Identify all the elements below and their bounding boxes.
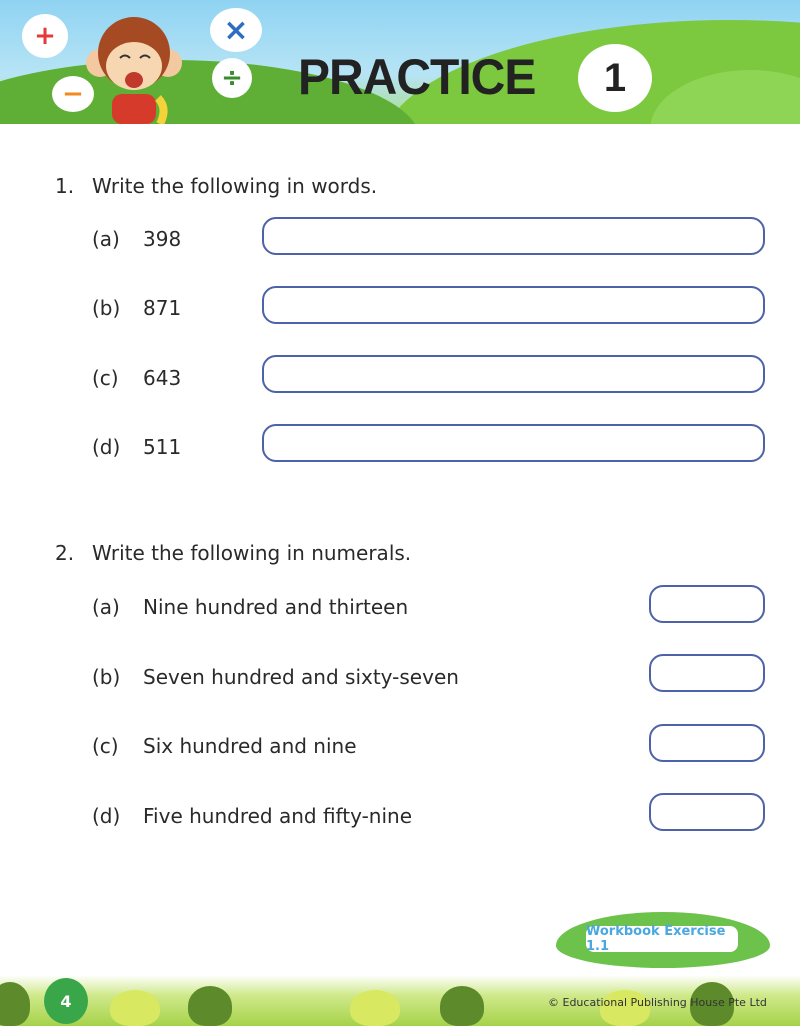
tree-icon: [0, 982, 30, 1026]
item-value: Six hundred and nine: [143, 734, 357, 758]
answer-box[interactable]: [649, 793, 765, 831]
tree-icon: [188, 986, 232, 1026]
answer-box[interactable]: [649, 724, 765, 762]
monkey-mascot-icon: [70, 8, 190, 124]
page-number: 4: [44, 978, 88, 1024]
plus-icon: +: [22, 14, 68, 58]
item-value: Nine hundred and thirteen: [143, 595, 409, 619]
question-number: 1.: [55, 174, 75, 198]
practice-number: 1: [578, 44, 652, 112]
item-value: 398: [143, 227, 182, 251]
item-value: 871: [143, 296, 182, 320]
question-prompt: Write the following in words.: [92, 174, 378, 198]
tree-icon: [440, 986, 484, 1026]
answer-box[interactable]: [262, 217, 765, 255]
minus-icon: −: [52, 76, 94, 112]
page-title: PRACTICE: [298, 49, 536, 106]
item-label: (b): [92, 296, 121, 320]
answer-box[interactable]: [649, 585, 765, 623]
answer-box[interactable]: [262, 286, 765, 324]
palm-icon: [110, 990, 160, 1026]
header-banner: [0, 0, 800, 124]
item-value: Seven hundred and sixty-seven: [143, 665, 459, 689]
answer-box[interactable]: [262, 424, 765, 462]
item-value: 511: [143, 435, 182, 459]
divide-icon: ÷: [212, 58, 252, 98]
answer-box[interactable]: [649, 654, 765, 692]
item-label: (b): [92, 665, 121, 689]
item-value: Five hundred and fifty-nine: [143, 804, 412, 828]
palm-icon: [350, 990, 400, 1026]
item-label: (c): [92, 366, 119, 390]
item-label: (a): [92, 227, 120, 251]
item-label: (d): [92, 435, 121, 459]
copyright: © Educational Publishing House Pte Ltd: [548, 996, 767, 1009]
item-value: 643: [143, 366, 182, 390]
workbook-exercise-label: Workbook Exercise 1.1: [586, 926, 738, 952]
item-label: (d): [92, 804, 121, 828]
answer-box[interactable]: [262, 355, 765, 393]
item-label: (c): [92, 734, 119, 758]
multiply-icon: ×: [210, 8, 262, 52]
workbook-exercise-leaf: [556, 912, 770, 968]
question-prompt: Write the following in numerals.: [92, 541, 412, 565]
item-label: (a): [92, 595, 120, 619]
question-number: 2.: [55, 541, 75, 565]
